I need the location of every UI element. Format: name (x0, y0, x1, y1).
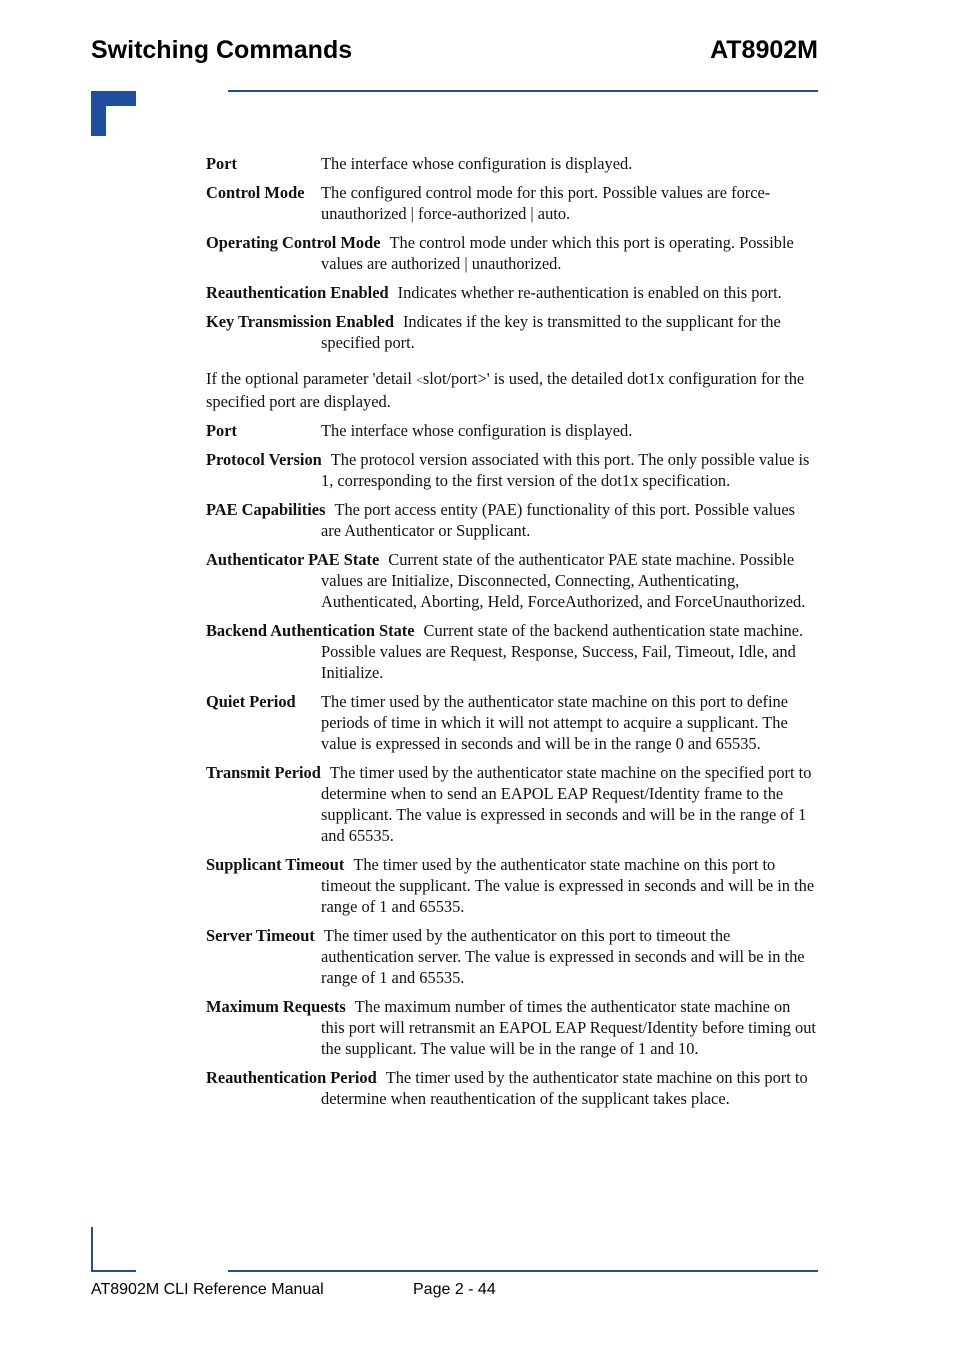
definition-control-mode (206, 182, 818, 224)
term-description: The port access entity (PAE) functionality of this port. Possible values are Authenticator or Supplicant. (321, 500, 795, 540)
term-label: Authenticator PAE State (206, 550, 380, 569)
term-label: Control Mode (206, 183, 305, 202)
footer-page-number: Page 2 - 44 (413, 1281, 496, 1298)
term-description: The interface whose configuration is displayed. (321, 421, 633, 440)
term-label: Backend Authentication State (206, 621, 415, 640)
term-label: Key Transmission Enabled (206, 312, 394, 331)
term-description: Current state of the backend authentication state machine. Possible values are Request, Response, Success, Fail, Timeout, Idle, and Initialize. (321, 621, 804, 682)
definition-port-detail (206, 420, 818, 441)
term-description: The timer used by the authenticator on this port to timeout the authentication server. The value is expressed in seconds and will be in the range of 1 and 65535. (321, 926, 805, 987)
definition-authenticator-pae-state (206, 549, 818, 612)
definition-key-transmission-enabled (206, 311, 818, 353)
header-product: AT8902M (710, 36, 818, 64)
term-label: Port (206, 421, 237, 440)
detail-paragraph (206, 368, 818, 412)
footer-rule (228, 1270, 818, 1272)
term-description: Current state of the authenticator PAE state machine. Possible values are Initialize, Disconnected, Connecting, Authenticating, Authenticated, Aborting, Held, ForceAuthorized, and ForceUnauthorized. (321, 550, 806, 611)
term-label: Reauthentication Enabled (206, 283, 389, 302)
page-content (206, 153, 818, 1117)
corner-bottom-vertical (91, 1227, 93, 1272)
paragraph-text-start: If the optional parameter 'detail (206, 369, 417, 388)
definition-maximum-requests (206, 996, 818, 1059)
term-label: Quiet Period (206, 692, 296, 711)
header-title: Switching Commands (91, 36, 353, 64)
definition-reauthentication-period (206, 1067, 818, 1109)
definition-supplicant-timeout (206, 854, 818, 917)
definition-transmit-period (206, 762, 818, 846)
definition-server-timeout (206, 925, 818, 988)
paragraph-text-end: slot/port>' is used, the detailed dot1x configuration for the specified port are displayed. (206, 369, 805, 411)
term-description: The protocol version associated with this port. The only possible value is 1, corresponding to the first version of the dot1x specification. (321, 450, 810, 490)
corner-top-horizontal (91, 91, 136, 106)
term-description: The control mode under which this port is operating. Possible values are authorized | unauthorized. (321, 233, 794, 273)
term-label: Reauthentication Period (206, 1068, 377, 1087)
definition-backend-authentication-state (206, 620, 818, 683)
term-label: Operating Control Mode (206, 233, 381, 252)
term-label: Supplicant Timeout (206, 855, 345, 874)
definition-port (206, 153, 818, 174)
term-description: The interface whose configuration is displayed. (321, 154, 633, 173)
corner-bottom-horizontal (91, 1270, 136, 1272)
definition-reauthentication-enabled (206, 282, 818, 303)
definition-protocol-version (206, 449, 818, 491)
term-description: The configured control mode for this port. Possible values are force-unauthorized | force-authorized | auto. (321, 183, 771, 223)
term-description: The maximum number of times the authenticator state machine on this port will retransmit an EAPOL EAP Request/Identity before timing out the supplicant. The value will be in the range of 1 and 10. (321, 997, 816, 1058)
header-rule (228, 90, 818, 92)
term-label: Server Timeout (206, 926, 315, 945)
paragraph-less-than: < (416, 373, 423, 387)
definition-operating-control-mode (206, 232, 818, 274)
footer-manual-title: AT8902M CLI Reference Manual (91, 1281, 324, 1298)
definition-quiet-period (206, 691, 818, 754)
term-label: Protocol Version (206, 450, 322, 469)
term-description: The timer used by the authenticator state machine on this port to define periods of time in which it will not attempt to acquire a supplicant. The value is expressed in seconds and will be in the range 0 and 65535. (321, 692, 788, 753)
term-label: PAE Capabilities (206, 500, 326, 519)
term-label: Maximum Requests (206, 997, 346, 1016)
definition-pae-capabilities (206, 499, 818, 541)
term-label: Transmit Period (206, 763, 321, 782)
term-description: The timer used by the authenticator state machine on this port to determine when reauthentication of the supplicant takes place. (321, 1068, 808, 1108)
term-description: The timer used by the authenticator state machine on the specified port to determine when to send an EAPOL EAP Request/Identity frame to the supplicant. The value is expressed in seconds and will be in the range of 1 and 65535. (321, 763, 812, 845)
term-description: Indicates if the key is transmitted to the supplicant for the specified port. (321, 312, 781, 352)
term-label: Port (206, 154, 237, 173)
term-description: Indicates whether re-authentication is enabled on this port. (397, 283, 782, 302)
term-description: The timer used by the authenticator state machine on this port to timeout the supplicant. The value is expressed in seconds and will be in the range of 1 and 65535. (321, 855, 815, 916)
